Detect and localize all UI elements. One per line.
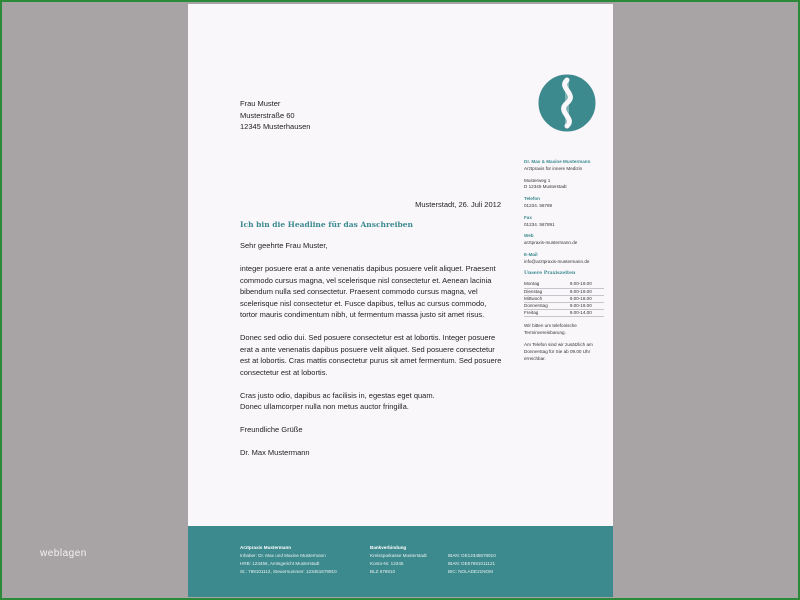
letter-footer [188,526,613,597]
practice-address-line-2: D 12345 Musterstadt [524,184,567,190]
recipient-street: Musterstraße 60 [240,110,295,120]
footer-blz: BLZ 678910 [370,569,396,574]
hours-time: 9.00-14.00 [556,310,604,317]
letter-page [188,4,613,597]
hours-day: Donnerstag [524,302,556,309]
footer-practice-title: Arztpraxis Mustermann [240,545,292,550]
watermark: weblagen [40,548,87,559]
hours-day: Dienstag [524,288,556,295]
practice-subtitle: Arztpraxis für innere Medizin [524,165,583,171]
hours-time: 9.00-18.00 [556,295,604,302]
closing: Freundliche Grüße [240,425,303,434]
hours-heading: Unsere Praxiszeiten [524,270,576,276]
practice-title: Dr. Max & Maxine Mustermann [524,159,591,164]
footer-bank-name: Kreissparkasse Musterstadt [370,553,427,558]
signature-name: Dr. Max Mustermann [240,448,310,457]
hours-time: 9.00-19.00 [556,302,604,309]
recipient-name: Frau Muster [240,99,281,108]
footer-bank-title: Bankverbindung [370,545,407,550]
hours-time: 9.00-19.00 [556,288,604,295]
salutation: Sehr geehrte Frau Muster, [240,241,328,250]
recipient-address [240,98,310,133]
phone-hours-note: Am Telefon sind wir zusätzlich am Donnerstag für Sie ab 09.00 Uhr erreichbar. [524,341,593,361]
hours-row [524,288,604,295]
hours-day: Montag [524,281,556,288]
footer-iban-2: IBAN: DE67891011121 [448,561,496,566]
phone-label: Telefon [524,196,540,202]
opening-hours-table [524,281,604,317]
recipient-city: 12345 Musterhausen [240,122,311,131]
footer-bic: BIC: NOLADE21NOM [448,569,493,574]
hours-time: 9.00-19.00 [556,281,604,288]
fax-number: 01234. 567891 [524,221,555,227]
footer-practice-column [240,544,337,576]
letter-headline: Ich bin die Headline für das Anschreiben [240,220,414,229]
email-address: info@arztpraxis-mustermann.de [524,258,590,264]
paragraph-1: integer posuere erat a ante venenatis dapibus posuere velit aliquet. Praesent commodo cursus magna, vel scelerisque nisl consectetur et. Aenean lacinia bibendum nulla sed consectetur. Praesent commodo cursus magna, vel scelerisque nisl consectetur et. Fusce dapibus, tellus ac cursus commodo, tortor mauris condimentum nibh, ut fermentum massa justo sit amet risus. [240,264,496,319]
footer-iban-column [448,552,496,576]
footer-tax: St.: 789101112, Steuernummer: 123451678910 [240,569,337,574]
letter-date: Musterstadt, 26. Juli 2012 [415,200,501,209]
letter-body [240,240,502,470]
footer-bank-column [370,544,427,576]
footer-owner: Inhaber: Dr. Max und Maxine Mustermann [240,553,326,558]
hours-row [524,281,604,288]
phone-number: 01234. 56789 [524,202,553,208]
paragraph-3-line-2: Donec ullamcorper nulla non metus auctor fringilla. [240,402,409,411]
web-label: Web [524,233,534,239]
hours-row [524,310,604,317]
web-address: arztpraxis-mustermann.de [524,240,578,246]
paragraph-2: Donec sed odio dui. Sed posuere consectetur est at lobortis. Integer posuere erat a ante venenatis dapibus posuere velit aliquet. Sed posuere consectetur est at lobortis. Cras mattis consectetur purus sit amet fermentum. Sed posuere consectetur est at lobortis. [240,333,502,377]
hours-day: Mittwoch [524,295,556,302]
hours-row [524,295,604,302]
footer-iban-1: IBAN: DE12345678910 [448,553,496,558]
footer-register: HRB: 123456, Amtsgericht Musterstadt [240,561,320,566]
practice-address-line-1: Musterweg 1 [524,177,551,183]
hours-row [524,302,604,309]
footer-account: Konto-Nr. 12345 [370,561,404,566]
appointment-note: Wir bitten um telefonische Terminvereinbarung. [524,323,577,336]
contact-sidebar [524,159,609,367]
paragraph-3-line-1: Cras justo odio, dapibus ac facilisis in, egestas eget quam. [240,390,435,400]
email-label: E-Mail [524,251,538,257]
caduceus-logo-icon [538,74,596,132]
hours-day: Freitag [524,310,556,317]
fax-label: Fax [524,214,532,220]
